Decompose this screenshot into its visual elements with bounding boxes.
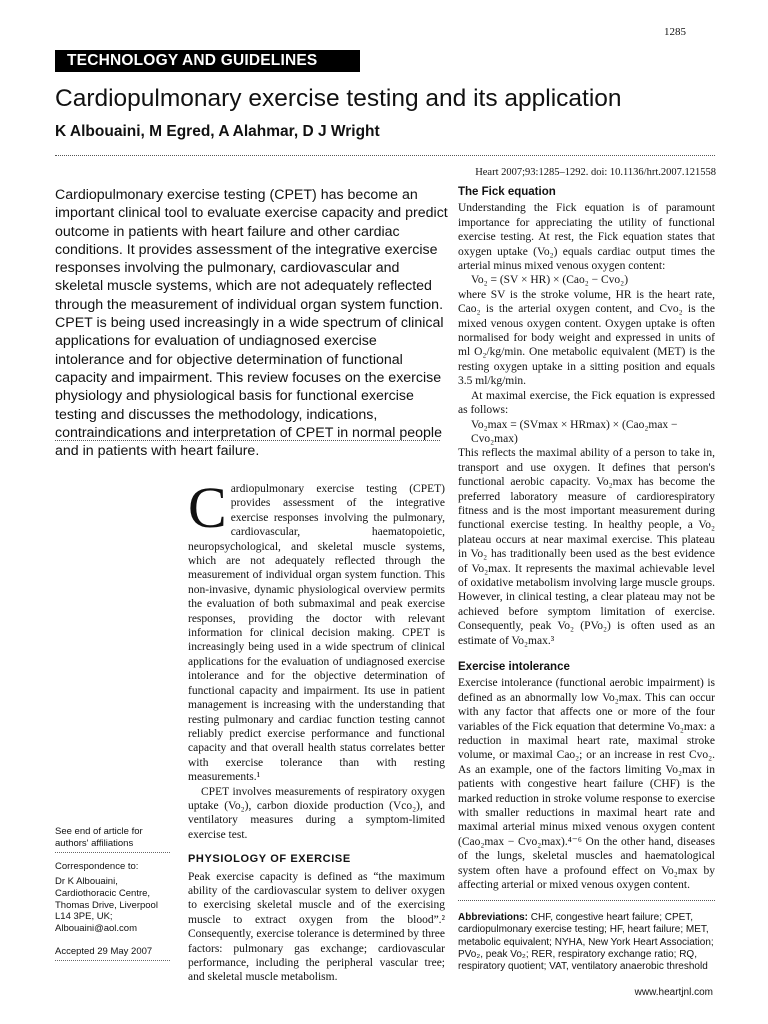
note-divider — [55, 852, 170, 853]
intro-paragraph: ardiopulmonary exercise testing (CPET) provides assessment of the integrative exercise responses involving the pulmonary, cardiovascular, haematopoietic, neuropsychological, and skeletal muscle systems, which are not adequately reflected through the measurement of individual organ system function. This non-invasive, dynamic physiological overview permits the evaluation of both submaximal and peak exercise responses, providing the doctor with relevant information for clinical decision making. CPET is increasingly being used in a wide spectrum of clinical applications for the evaluation of undiagnosed exercise intolerance and for the objective determination of functional capacity and impairment. Its use in patient management is increasing with the understanding that resting pulmonary and cardiac function testing cannot reliably predict exercise performance and functional capacity and that overall health status correlates better with exercise tolerance than with resting measurements.¹ — [188, 483, 445, 784]
equation: Vo₂max = (SVmax × HRmax) × (Cao₂max − Cvo₂max) — [471, 418, 678, 445]
abbreviations-text: CHF, congestive heart failure; CPET, cardiopulmonary exercise testing; HF, heart failure; MET, metabolic equivalent; NYHA, New York Heart Association; PVo₂, peak Vo₂; RER, respiratory exchange ratio; RQ, respiratory quotient; VAT, ventilatory anaerobic threshold — [458, 912, 714, 973]
correspondence-address: Dr K Albouaini, Cardiothoracic Centre, Thomas Drive, Liverpool L14 3PE, UK; Albouaini@aol.com — [55, 876, 158, 934]
affiliations-note: See end of article for authors' affiliations — [55, 826, 143, 849]
abstract: Cardiopulmonary exercise testing (CPET) has become an important clinical tool to evaluate exercise capacity and predict outcome in patients with heart failure and other cardiac conditions. It provides assessment of the integrative exercise responses involving the pulmonary, cardiovascular and skeletal muscle systems, which are not adequately reflected through the measurement of individual organ system function. CPET is being used increasingly in a wide spectrum of clinical applications for evaluation of undiagnosed exercise intolerance and for objective determination of functional capacity and impairment. This review focuses on the exercise physiology and physiological basis for functional exercise testing and discusses the methodology, indications, contraindications and interpretation of CPET in normal people and in patients with heart failure. — [55, 187, 448, 460]
citation: Heart 2007;93:1285–1292. doi: 10.1136/hrt.2007.121558 — [475, 167, 716, 178]
abbreviations-label: Abbreviations: — [458, 912, 529, 923]
body-paragraph: where SV is the stroke volume, HR is the heart rate, Cao₂ is the arterial oxygen content, and Cvo₂ is the mixed venous oxygen content. Oxygen uptake is often normalised for body weight and expressed in units of ml O₂/kg/min. One metabolic equivalent (MET) is the resting oxygen uptake in a sitting position and equals 3.5 ml/kg/min. — [458, 288, 715, 388]
article-notes — [55, 826, 173, 969]
body-paragraph: This reflects the maximal ability of a person to take in, transport and use oxygen. It defines that person's functional aerobic capacity. Vo₂max has become the preferred laboratory measure of cardiorespiratory fitness and is the most important measurement during functional exercise testing. In healthy people, a Vo₂ plateau occurs at near maximal exercise. This plateau in Vo₂ has traditionally been used as the best evidence of Vo₂max. It represents the maximal achievable level of oxidative metabolism involving large muscle groups. However, in clinical testing, a clear plateau may not be achieved before symptom limitation of exercise. Consequently, peak Vo₂ (PVo₂) is often used as an estimate of Vo₂max.³ — [458, 447, 715, 647]
page-number: 1285 — [664, 26, 686, 38]
abbreviations-box — [458, 912, 718, 973]
article-title: Cardiopulmonary exercise testing and its application — [55, 85, 622, 112]
body-paragraph: Understanding the Fick equation is of paramount importance for appreciating the utility of functional exercise testing. At rest, the Fick equation states that oxygen uptake (Vo₂) equals cardiac output times the arterial minus mixed venous oxygen content: — [458, 202, 715, 273]
body-paragraph: At maximal exercise, the Fick equation is expressed as follows: — [458, 389, 715, 417]
intro-column — [188, 475, 445, 985]
intro-paragraph: CPET involves measurements of respiratory oxygen uptake (Vo₂), carbon dioxide production (Vco₂), and ventilatory measures during a symptom-limited exercise test. — [188, 785, 445, 841]
header-divider — [55, 155, 715, 156]
subsection-heading: The Fick equation — [458, 186, 556, 198]
accepted-date: Accepted 29 May 2007 — [55, 945, 153, 957]
abstract-divider — [55, 440, 440, 441]
abbreviations-divider — [458, 900, 715, 901]
note-divider — [55, 960, 170, 961]
authors: K Albouaini, M Egred, A Alahmar, D J Wright — [55, 123, 380, 140]
right-column — [458, 185, 715, 893]
equation: Vo₂ = (SV × HR) × (Cao₂ − Cvo₂) — [471, 274, 629, 287]
subsection-heading: Exercise intolerance — [458, 661, 570, 673]
footer-url: www.heartjnl.com — [634, 987, 713, 998]
section-heading: PHYSIOLOGY OF EXERCISE — [188, 853, 351, 866]
body-paragraph: Exercise intolerance (functional aerobic impairment) is defined as an abnormally low Vo₂max. This can occur with any factor that affects one or more of the four variables of the Fick equation that determine Vo₂max: a reduction in maximal heart rate, maximal stroke volume, or maximal Cao₂; or an increase in rest Cvo₂. As an example, one of the factors limiting Vo₂max in patients with congestive heart failure (CHF) is the marked reduction in stroke volume response to exercise with smaller reductions in maximal heart rate and maximal arterial minus mixed venous oxygen content (Cao₂max − Cvo₂max).⁴⁻⁶ On the other hand, diseases of the lungs, skeletal muscles and haematological system often have a profound effect on Vo₂max by affecting arterial or mixed venous oxygen content. — [458, 677, 715, 892]
body-paragraph: Peak exercise capacity is defined as “the maximum ability of the cardiovascular system to deliver oxygen to exercising skeletal muscle and of the exercising muscle to extract oxygen from the blood”.² Consequently, exercise tolerance is determined by three factors: pulmonary gas exchange; cardiovascular performance, including the peripheral vascular tree; and skeletal muscle metabolism. — [188, 870, 445, 984]
correspondence-label: Correspondence to: — [55, 861, 139, 873]
section-banner: TECHNOLOGY AND GUIDELINES — [55, 50, 360, 72]
drop-cap: C — [188, 475, 227, 540]
